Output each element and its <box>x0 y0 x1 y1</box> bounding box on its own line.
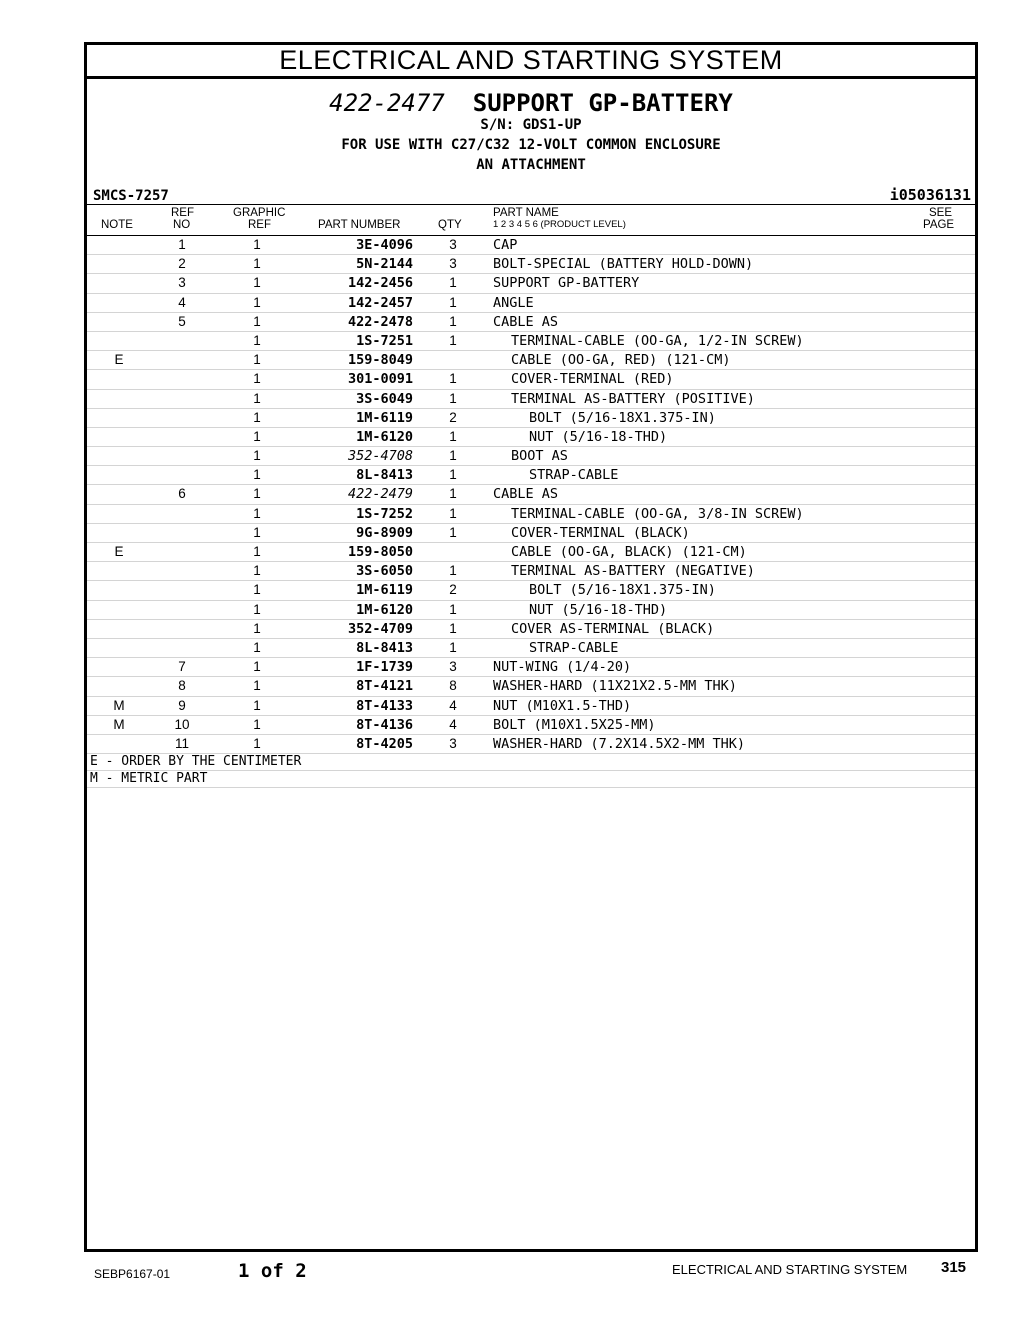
part-name-cell: COVER AS-TERMINAL (BLACK) <box>511 620 715 637</box>
graphic-ref-cell: 1 <box>253 524 261 540</box>
table-row <box>87 581 975 600</box>
part-number-cell: 8T-4133 <box>356 697 413 714</box>
table-row <box>87 274 975 293</box>
part-number-cell: 1M-6120 <box>356 601 413 618</box>
part-name-cell: CAP <box>493 237 518 253</box>
col-part-number: PART NUMBER <box>318 219 401 231</box>
group-header <box>87 79 975 204</box>
graphic-ref-cell: 1 <box>253 620 261 636</box>
qty-cell: 2 <box>449 409 457 425</box>
ref-no-cell: 3 <box>178 275 186 291</box>
table-row <box>87 716 975 735</box>
part-name-cell: CABLE AS <box>493 313 559 330</box>
part-name-cell: WASHER-HARD (11X21X2.5-MM THK) <box>493 678 737 695</box>
col-graphic-top: GRAPHIC <box>233 207 286 219</box>
graphic-ref-cell: 1 <box>253 428 261 444</box>
part-name-cell: BOLT (5/16-18X1.375-IN) <box>529 409 716 426</box>
qty-cell: 3 <box>449 237 457 252</box>
part-number-cell: 301-0091 <box>347 371 413 388</box>
ref-no-cell: 4 <box>178 294 186 310</box>
ref-no-cell: 7 <box>178 659 186 675</box>
part-number-cell: 1S-7251 <box>356 332 413 349</box>
col-qty: QTY <box>438 219 462 231</box>
table-row <box>87 562 975 581</box>
part-name-cell: CABLE AS <box>493 486 559 503</box>
part-number-cell: 1F-1739 <box>356 659 413 676</box>
part-name-cell: ANGLE <box>493 294 534 311</box>
note-line: M - METRIC PART <box>87 771 975 788</box>
graphic-ref-cell: 1 <box>253 544 261 559</box>
qty-cell: 1 <box>449 313 457 329</box>
part-number-cell: 8L-8413 <box>356 467 413 484</box>
graphic-ref-cell: 1 <box>253 332 261 348</box>
qty-cell: 1 <box>449 294 457 310</box>
col-product-levels: 1 2 3 4 5 6 (PRODUCT LEVEL) <box>493 219 626 230</box>
graphic-ref-cell: 1 <box>253 678 261 694</box>
ref-no-cell: 9 <box>178 697 186 713</box>
qty-cell: 1 <box>449 505 457 521</box>
graphic-ref-cell: 1 <box>253 697 261 713</box>
table-row <box>87 447 975 466</box>
table-row <box>87 485 975 504</box>
table-row <box>87 639 975 658</box>
footer-page-number: 315 <box>941 1259 967 1276</box>
note-cell: M <box>113 697 125 713</box>
part-number-cell: 142-2456 <box>347 275 413 292</box>
col-see-top: SEE <box>929 207 953 219</box>
qty-cell: 1 <box>449 601 457 617</box>
table-row <box>87 236 975 255</box>
ref-no-cell: 2 <box>178 256 186 272</box>
part-name-cell: BOLT-SPECIAL (BATTERY HOLD-DOWN) <box>493 256 754 273</box>
table-row <box>87 332 975 351</box>
part-number-cell: 422-2478 <box>347 313 413 330</box>
part-name-cell: NUT (5/16-18-THD) <box>529 601 668 618</box>
ref-no-cell: 10 <box>174 716 190 732</box>
part-number-cell: 3E-4096 <box>356 237 413 253</box>
column-headers <box>87 204 975 236</box>
graphic-ref-cell: 1 <box>253 639 261 655</box>
ref-no-cell: 8 <box>178 678 186 694</box>
part-name-cell: BOOT AS <box>511 448 568 465</box>
col-note: NOTE <box>101 219 133 231</box>
graphic-ref-cell: 1 <box>253 294 261 310</box>
graphic-ref-cell: 1 <box>253 601 261 617</box>
qty-cell: 1 <box>449 524 457 540</box>
graphic-ref-cell: 1 <box>253 467 261 483</box>
table-row <box>87 294 975 313</box>
section-title: ELECTRICAL AND STARTING SYSTEM <box>87 45 975 79</box>
graphic-ref-cell: 1 <box>253 313 261 329</box>
ref-no-cell: 1 <box>178 237 186 252</box>
qty-cell: 8 <box>449 678 457 694</box>
graphic-ref-cell: 1 <box>253 582 261 598</box>
qty-cell: 3 <box>449 659 457 675</box>
qty-cell: 3 <box>449 735 457 751</box>
page-footer <box>0 1250 1020 1290</box>
ref-no-cell: 11 <box>174 735 189 751</box>
qty-cell: 1 <box>449 275 457 291</box>
part-name-cell: STRAP-CABLE <box>529 639 619 656</box>
graphic-ref-cell: 1 <box>253 486 261 502</box>
note-cell: E <box>114 544 124 559</box>
part-number-cell: 1M-6120 <box>356 428 413 445</box>
part-name-cell: COVER-TERMINAL (BLACK) <box>511 524 690 541</box>
part-number-cell: 3S-6049 <box>356 390 413 407</box>
graphic-ref-cell: 1 <box>253 237 261 252</box>
qty-cell: 2 <box>449 582 457 598</box>
table-row <box>87 409 975 428</box>
graphic-ref-cell: 1 <box>253 352 261 368</box>
part-number-cell: 8T-4205 <box>356 735 413 752</box>
table-row <box>87 620 975 639</box>
page-frame <box>84 42 978 1252</box>
usage-note: FOR USE WITH C27/C32 12-VOLT COMMON ENCLOSURE <box>341 137 721 153</box>
table-row <box>87 601 975 620</box>
attachment-note: AN ATTACHMENT <box>476 157 586 173</box>
graphic-ref-cell: 1 <box>253 505 261 521</box>
serial-number: S/N: GDS1-UP <box>480 117 582 133</box>
part-name-cell: SUPPORT GP-BATTERY <box>493 275 640 292</box>
table-row <box>87 677 975 696</box>
graphic-ref-cell: 1 <box>253 563 261 579</box>
qty-cell: 4 <box>449 716 457 732</box>
part-name-cell: NUT (5/16-18-THD) <box>529 428 668 445</box>
part-number-cell: 8L-8413 <box>356 639 413 656</box>
footer-doc-number: SEBP6167-01 <box>94 1267 171 1281</box>
part-number-cell: 1M-6119 <box>356 582 413 599</box>
qty-cell: 1 <box>449 639 457 655</box>
part-name-cell: WASHER-HARD (7.2X14.5X2-MM THK) <box>493 735 745 752</box>
table-row <box>87 313 975 332</box>
qty-cell: 1 <box>449 620 457 636</box>
table-row <box>87 428 975 447</box>
part-number-cell: 159-8049 <box>347 352 413 369</box>
part-name-cell: TERMINAL AS-BATTERY (POSITIVE) <box>511 390 755 407</box>
part-number-cell: 142-2457 <box>347 294 413 311</box>
qty-cell: 1 <box>449 467 457 483</box>
graphic-ref-cell: 1 <box>253 275 261 291</box>
col-graphic-bottom: REF <box>248 219 271 231</box>
table-row <box>87 543 975 562</box>
part-number-cell: 3S-6050 <box>356 563 413 580</box>
table-row <box>87 505 975 524</box>
graphic-ref-cell: 1 <box>253 735 261 751</box>
group-number: 422-2477 <box>329 89 445 117</box>
part-name-cell: BOLT (5/16-18X1.375-IN) <box>529 582 716 599</box>
note-cell: M <box>113 716 125 732</box>
qty-cell: 4 <box>449 697 457 713</box>
part-name-cell: BOLT (M10X1.5X25-MM) <box>493 716 656 733</box>
notes-section <box>87 754 975 788</box>
part-number-cell: 5N-2144 <box>356 256 413 273</box>
part-name-cell: COVER-TERMINAL (RED) <box>511 371 674 388</box>
table-row <box>87 255 975 274</box>
table-row <box>87 735 975 754</box>
table-row <box>87 658 975 677</box>
graphic-ref-cell: 1 <box>253 371 261 387</box>
part-name-cell: NUT (M10X1.5-THD) <box>493 697 632 714</box>
ref-no-cell: 5 <box>178 313 186 329</box>
col-part-name: PART NAME <box>493 207 559 219</box>
qty-cell: 1 <box>449 332 457 348</box>
part-number-cell: 422-2479 <box>347 486 413 503</box>
part-name-cell: TERMINAL-CABLE (OO-GA, 3/8-IN SCREW) <box>511 505 804 522</box>
qty-cell: 1 <box>449 428 457 444</box>
part-name-cell: NUT-WING (1/4-20) <box>493 659 632 676</box>
qty-cell: 1 <box>449 486 457 502</box>
parts-table <box>87 236 975 754</box>
table-row <box>87 390 975 409</box>
group-title <box>87 89 975 117</box>
part-name-cell: STRAP-CABLE <box>529 467 619 484</box>
note-line: E - ORDER BY THE CENTIMETER <box>87 754 975 771</box>
table-row <box>87 524 975 543</box>
part-number-cell: 8T-4136 <box>356 716 413 733</box>
table-row <box>87 697 975 716</box>
graphic-ref-cell: 1 <box>253 716 261 732</box>
qty-cell: 1 <box>449 371 457 387</box>
footer-section: ELECTRICAL AND STARTING SYSTEM <box>672 1262 908 1277</box>
part-name-cell: TERMINAL-CABLE (OO-GA, 1/2-IN SCREW) <box>511 332 804 349</box>
col-ref-top: REF <box>171 207 194 219</box>
note-cell: E <box>114 352 124 368</box>
table-row <box>87 370 975 389</box>
table-row <box>87 351 975 370</box>
illustration-id: i05036131 <box>889 186 971 204</box>
group-name: SUPPORT GP-BATTERY <box>472 89 733 117</box>
graphic-ref-cell: 1 <box>253 659 261 675</box>
qty-cell: 3 <box>449 256 457 272</box>
table-row <box>87 466 975 485</box>
ref-no-cell: 6 <box>178 486 186 502</box>
part-number-cell: 352-4709 <box>347 620 413 637</box>
part-name-cell: TERMINAL AS-BATTERY (NEGATIVE) <box>511 563 755 580</box>
qty-cell: 1 <box>449 563 457 579</box>
graphic-ref-cell: 1 <box>253 448 261 464</box>
col-see-bottom: PAGE <box>923 219 955 231</box>
graphic-ref-cell: 1 <box>253 390 261 406</box>
part-number-cell: 352-4708 <box>347 448 413 465</box>
part-number-cell: 159-8050 <box>347 544 413 560</box>
graphic-ref-cell: 1 <box>253 409 261 425</box>
part-number-cell: 1S-7252 <box>356 505 413 522</box>
qty-cell: 1 <box>449 390 457 406</box>
footer-page-of: 1 of 2 <box>238 1260 307 1282</box>
col-ref-bottom: NO <box>173 219 191 231</box>
part-number-cell: 8T-4121 <box>356 678 413 695</box>
part-name-cell: CABLE (OO-GA, RED) (121-CM) <box>511 352 731 369</box>
qty-cell: 1 <box>449 448 457 464</box>
part-number-cell: 1M-6119 <box>356 409 413 426</box>
part-name-cell: CABLE (OO-GA, BLACK) (121-CM) <box>511 544 747 560</box>
part-number-cell: 9G-8909 <box>356 524 413 541</box>
smcs-code: SMCS-7257 <box>93 188 169 204</box>
graphic-ref-cell: 1 <box>253 256 261 272</box>
